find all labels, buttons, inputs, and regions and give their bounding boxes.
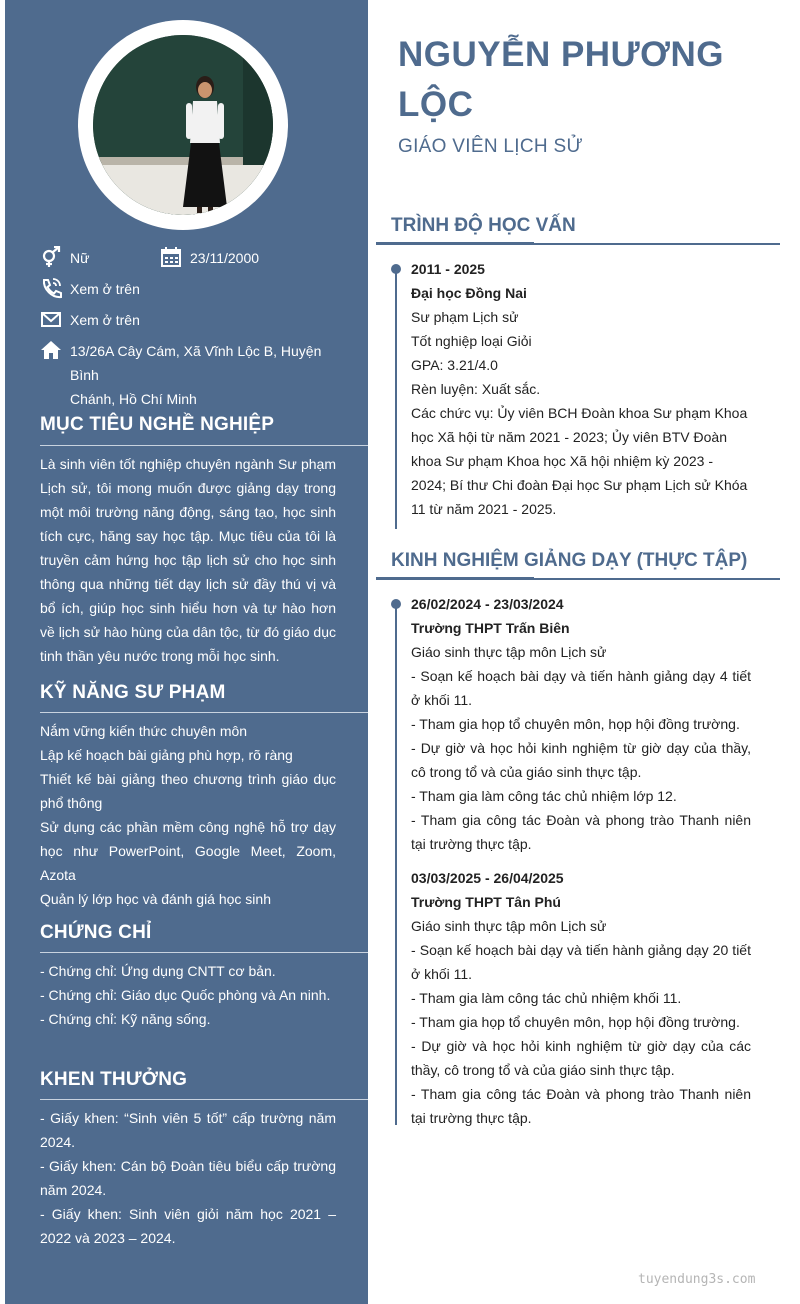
experience-line: - Soạn kế hoạch bài dạy và tiến hành giảng dạy 4 tiết ở khối 11.: [411, 668, 751, 708]
calendar-icon: [160, 246, 182, 268]
gender-icon: [40, 246, 62, 268]
experience-line: - Soạn kế hoạch bài dạy và tiến hành giảng dạy 20 tiết ở khối 11.: [411, 942, 751, 982]
skill-item: Sử dụng các phần mềm công nghệ hỗ trợ dạy học như PowerPoint, Google Meet, Zoom, Azota: [40, 819, 336, 883]
objective-divider: [40, 445, 368, 446]
avatar: [93, 35, 273, 215]
address-value: [70, 339, 350, 411]
objective-text: Là sinh viên tốt nghiệp chuyên ngành Sư phạm Lịch sử, tôi mong muốn được giảng dạy trong một môi trường năng động, sáng tạo, học sinh tích cực, hăng say học tập. Mục tiêu của tôi là truyền cảm hứng học tập lịch sử cho học sinh thông qua những tiết dạy lịch sử đầy thú vị và bổ ích, giúp học sinh hiểu hơn và tự hào hơn về lịch sử hào hùng của dân tộc, từ đó giáo dục tinh thần yêu nước trong mỗi học sinh.: [40, 456, 336, 664]
skills-list: [40, 719, 336, 911]
education-entry: [411, 257, 751, 521]
experience-line: Giáo sinh thực tập môn Lịch sử: [411, 644, 607, 660]
skills-title: KỸ NĂNG SƯ PHẠM: [40, 682, 226, 703]
awards-list: [40, 1106, 336, 1250]
certificates-list: [40, 959, 336, 1031]
award-item: - Giấy khen: Sinh viên giỏi năm học 2021 – 2022 và 2023 – 2024.: [40, 1206, 336, 1246]
education-title: TRÌNH ĐỘ HỌC VẤN: [391, 215, 576, 236]
education-school: Đại học Đồng Nai: [411, 285, 527, 301]
objective-title: MỤC TIÊU NGHỀ NGHIỆP: [40, 414, 275, 435]
sidebar: [5, 0, 368, 1304]
skill-item: Quản lý lớp học và đánh giá học sinh: [40, 891, 271, 907]
education-line: Rèn luyện: Xuất sắc.: [411, 381, 541, 397]
experience-entry: [411, 592, 751, 856]
experience-line: - Tham gia họp tổ chuyên môn, họp hội đồng trường.: [411, 716, 740, 732]
experience-divider-accent: [376, 577, 534, 580]
education-timeline: [395, 265, 397, 529]
education-line: GPA: 3.21/4.0: [411, 357, 498, 373]
education-divider-accent: [376, 242, 534, 245]
experience-line: - Tham gia làm công tác chủ nhiệm lớp 12.: [411, 788, 677, 804]
timeline-dot: [391, 599, 401, 609]
timeline-dot: [391, 264, 401, 274]
skill-item: Lập kế hoạch bài giảng phù hợp, rõ ràng: [40, 747, 293, 763]
gender-row: [40, 246, 170, 270]
experience-line: - Dự giờ và học hỏi kinh nghiệm từ giờ dạy của các thầy, cô trong tổ và của giáo sinh thực tập.: [411, 1038, 751, 1078]
experience-school: Trường THPT Tân Phú: [411, 894, 561, 910]
certificates-divider: [40, 952, 368, 953]
gender-value: Nữ: [70, 250, 90, 266]
experience-line: Giáo sinh thực tập môn Lịch sử: [411, 918, 607, 934]
education-line: Các chức vụ: Ủy viên BCH Đoàn khoa Sư phạm Khoa học Xã hội từ năm 2021 - 2023; Ủy viên BTV Đoàn khoa Sư phạm Khoa học Xã hội nhiệm kỳ 2023 - 2024; Bí thư Chi đoàn Đại học Sư phạm Lịch sử Khóa 11 từ năm 2021 - 2025.: [411, 405, 748, 517]
email-row: [40, 308, 340, 332]
phone-value: Xem ở trên: [70, 281, 140, 297]
awards-divider: [40, 1099, 368, 1100]
award-item: - Giấy khen: “Sinh viên 5 tốt” cấp trường năm 2024.: [40, 1110, 336, 1150]
experience-line: - Tham gia công tác Đoàn và phong trào Thanh niên tại trường thực tập.: [411, 1086, 751, 1126]
experience-title: KINH NGHIỆM GIẢNG DẠY (THỰC TẬP): [391, 550, 748, 571]
address-line-1: 13/26A Cây Cám, Xã Vĩnh Lộc B, Huyện Bình: [70, 343, 322, 383]
education-line: Sư phạm Lịch sử: [411, 309, 519, 325]
skill-item: Thiết kế bài giảng theo chương trình giáo dục phổ thông: [40, 771, 336, 811]
awards-title: KHEN THƯỞNG: [40, 1069, 188, 1090]
address-line-2: Chánh, Hồ Chí Minh: [70, 391, 197, 407]
certificate-item: - Chứng chỉ: Giáo dục Quốc phòng và An ninh.: [40, 987, 331, 1003]
certificate-item: - Chứng chỉ: Ứng dụng CNTT cơ bản.: [40, 963, 276, 979]
education-line: Tốt nghiệp loại Giỏi: [411, 333, 532, 349]
birthday-row: [160, 246, 340, 270]
email-value: Xem ở trên: [70, 312, 140, 328]
certificates-title: CHỨNG CHỈ: [40, 922, 152, 943]
education-period: 2011 - 2025: [411, 261, 485, 277]
certificate-item: - Chứng chỉ: Kỹ năng sống.: [40, 1011, 211, 1027]
award-item: - Giấy khen: Cán bộ Đoàn tiêu biểu cấp trường năm 2024.: [40, 1158, 336, 1198]
phone-icon: [40, 277, 62, 299]
experience-school: Trường THPT Trấn Biên: [411, 620, 570, 636]
mail-icon: [40, 308, 62, 330]
experience-line: - Tham gia họp tổ chuyên môn, họp hội đồng trường.: [411, 1014, 740, 1030]
experience-line: - Dự giờ và học hỏi kinh nghiệm từ giờ dạy của thầy, cô trong tổ và của giáo sinh thực tập.: [411, 740, 751, 780]
experience-line: - Tham gia công tác Đoàn và phong trào Thanh niên tại trường thực tập.: [411, 812, 751, 852]
footer-watermark: tuyendung3s.com: [638, 1272, 756, 1287]
profile-photo: [93, 35, 273, 215]
home-icon: [40, 339, 62, 361]
experience-entry: [411, 866, 751, 1130]
skill-item: Nắm vững kiến thức chuyên môn: [40, 723, 248, 739]
candidate-role: GIÁO VIÊN LỊCH SỬ: [398, 136, 583, 157]
avatar-frame: [78, 20, 288, 230]
birthday-value: 23/11/2000: [190, 250, 260, 266]
phone-row: [40, 277, 340, 301]
experience-timeline: [395, 600, 397, 1125]
experience-line: - Tham gia làm công tác chủ nhiệm khối 11.: [411, 990, 682, 1006]
experience-period: 26/02/2024 - 23/03/2024: [411, 596, 564, 612]
candidate-name: NGUYỄN PHƯƠNG LỘC: [398, 35, 724, 124]
skills-divider: [40, 712, 368, 713]
address-row: [40, 339, 350, 407]
experience-period: 03/03/2025 - 26/04/2025: [411, 870, 564, 886]
